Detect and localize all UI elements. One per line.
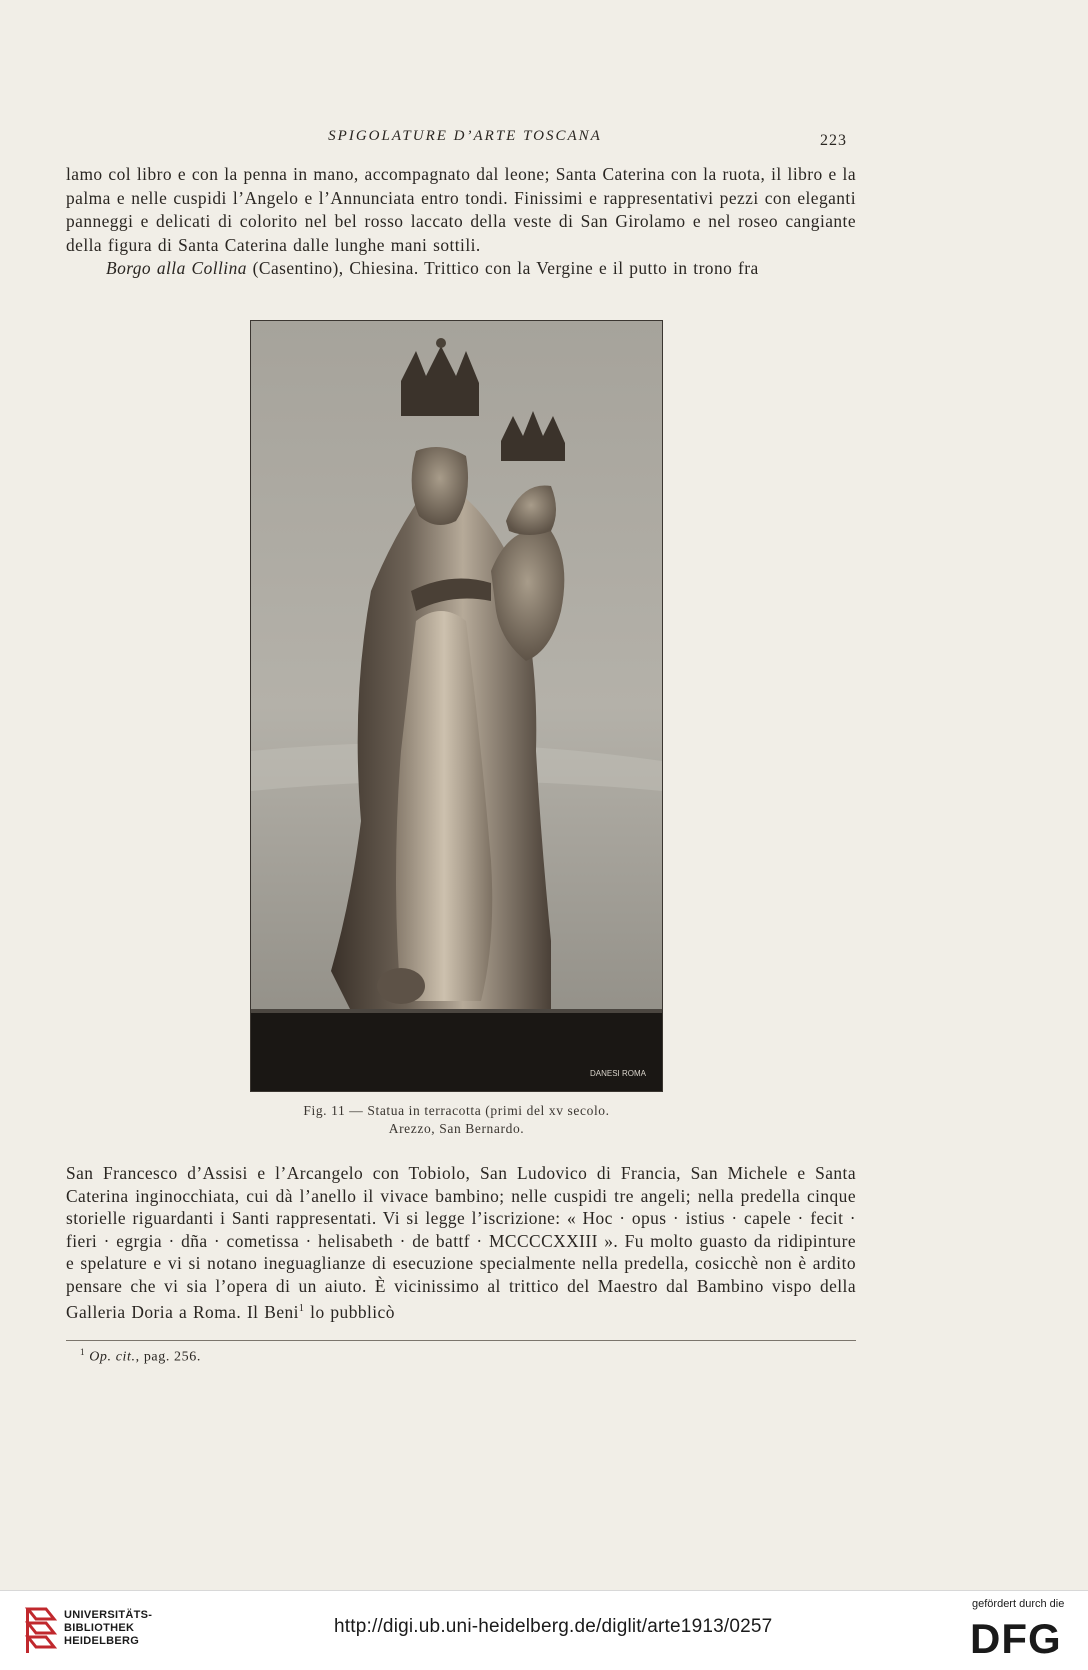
funder-label: gefördert durch die <box>972 1598 1065 1610</box>
library-name-line-1: UNIVERSITÄTS- <box>64 1609 153 1621</box>
footnote-divider <box>66 1340 856 1341</box>
footnote-rest: , pag. 256. <box>135 1349 201 1365</box>
library-name-line-2: BIBLIOTHEK <box>64 1622 135 1634</box>
photo-credit: DANESI ROMA <box>589 1069 646 1078</box>
paragraph-3-text: San Francesco d’Assisi e l’Arcangelo con Tobiolo, San Ludovico di Francia, San Michele e Santa Caterina inginocchiata, cui dà l’anello il vivace bambino; nelle cuspidi tre angeli; nella predella cinque storielle riguardanti i Santi rappresentati. Vi si legge l’iscrizione: « Hoc · opus · istius · capele · fecit · fieri · egrgia · dña · cometissa · helisabeth · de battf · MCCCCXXIII ». Fu molto guasto da ridipinture e spelature e vi si notano ineguaglianze di esecuzione specialmente nella predella, cosicchè non è ardito pensare che vi sia l’opera di un aiuto. È vicinissimo al trittico del Maestro dal Bambino vispo della Galleria Doria a Roma. Il Beni <box>66 1163 856 1322</box>
statue-photograph <box>250 320 663 1092</box>
page-number: 223 <box>820 132 847 149</box>
place-name: Borgo alla Collina <box>106 258 247 278</box>
digitization-footer <box>0 1590 1088 1670</box>
footnote <box>80 1347 201 1366</box>
running-title: SPIGOLATURE D’ARTE TOSCANA <box>328 128 602 144</box>
caption-line-1: Fig. 11 — Statua in terracotta (primi del xv secolo. <box>303 1103 610 1118</box>
paragraph-2 <box>66 257 856 281</box>
paragraph-2-rest: (Casentino), Chiesina. Trittico con la Vergine e il putto in trono fra <box>246 258 759 278</box>
library-name <box>64 1609 152 1648</box>
library-name-line-3: HEIDELBERG <box>64 1635 140 1647</box>
dfg-logo: DFG <box>970 1615 1062 1662</box>
library-logo-icon <box>24 1605 58 1657</box>
text-block-bottom <box>66 1162 856 1323</box>
paragraph-1: lamo col libro e con la penna in mano, accompagnato dal leone; Santa Caterina con la ruota, il libro e la palma e nelle cuspidi l’Angelo e l’Annunciata entro tondi. Finissimi e rappresentativi pezzi con eleganti panneggi e delicati di colorito nel bel rosso laccato della veste di San Girolamo e nel roseo cangiante della figura di Santa Caterina dalle lunghe mani sottili. <box>66 164 856 255</box>
text-block-top <box>66 163 856 281</box>
photo-illustration <box>251 321 662 1091</box>
footnote-source: Op. cit. <box>89 1349 136 1365</box>
footnote-reference: 1 <box>298 1302 305 1314</box>
caption-line-2: Arezzo, San Bernardo. <box>388 1121 525 1136</box>
footnote-marker: 1 <box>80 1347 86 1357</box>
paragraph-3-end: lo pubblicò <box>304 1301 395 1322</box>
source-url-link[interactable]: http://digi.ub.uni-heidelberg.de/diglit/arte1913/0257 <box>334 1616 773 1637</box>
figure-caption <box>250 1102 663 1138</box>
paragraph-3 <box>66 1162 856 1323</box>
